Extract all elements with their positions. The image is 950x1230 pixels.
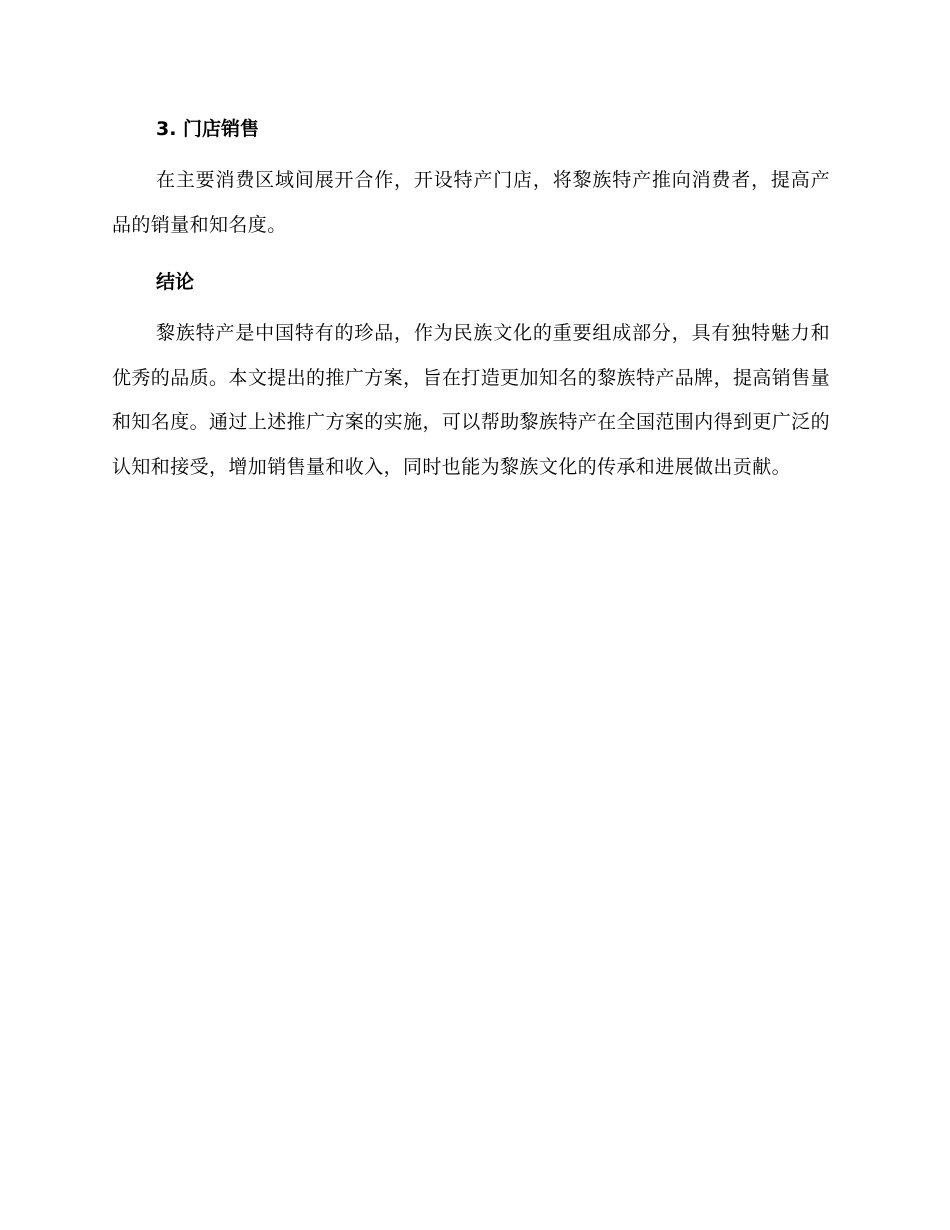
section-paragraph-conclusion: 黎族特产是中国特有的珍品，作为民族文化的重要组成部分，具有独特魅力和优秀的品质。本文提出的推广方案，旨在打造更加知名的黎族特产品牌，提高销售量和知名度。通过上述推广方案的实施，可以帮助黎族特产在全国范围内得到更广泛的认知和接受，增加销售量和收入，同时也能为黎族文化的传承和进展做出贡献。 bbox=[112, 322, 830, 478]
section-paragraph-store-sales: 在主要消费区域间展开合作，开设特产门店，将黎族特产推向消费者，提高产品的销量和知名度。 bbox=[112, 169, 830, 236]
document-body bbox=[112, 112, 830, 489]
section-heading-store-sales: 3. 门店销售 bbox=[156, 118, 260, 140]
section-heading-conclusion: 结论 bbox=[156, 271, 195, 293]
